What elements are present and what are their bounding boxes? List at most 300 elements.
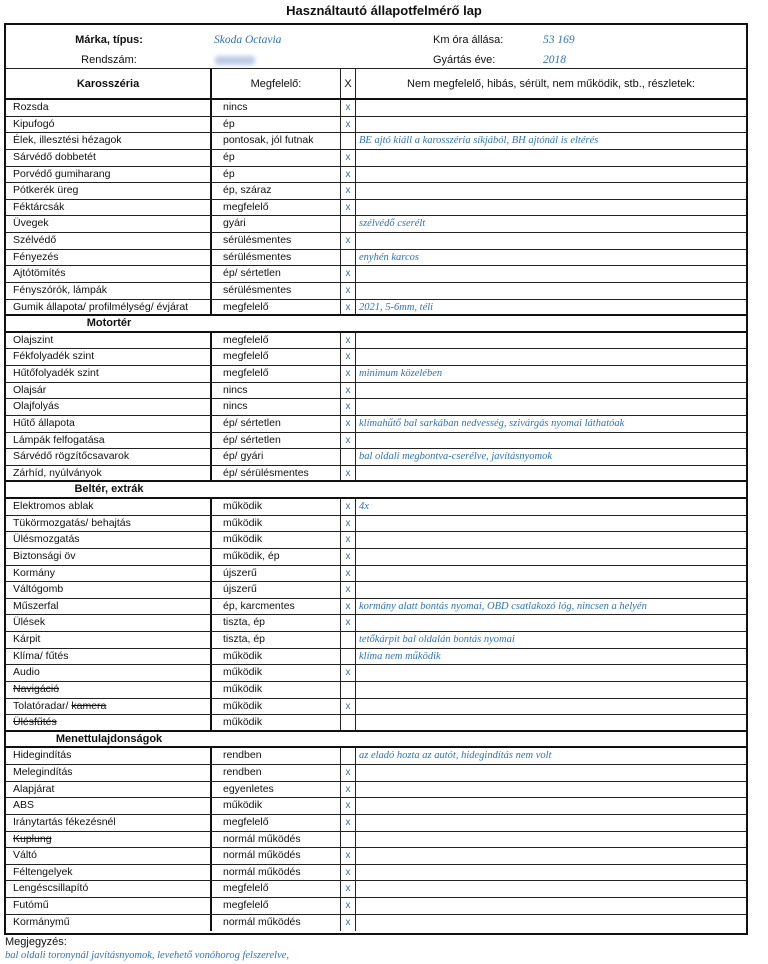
item-label-struck: Navigáció: [13, 682, 60, 695]
status-cell: működik: [212, 699, 341, 715]
item-cell: [6, 516, 212, 532]
table-row: [6, 433, 746, 450]
table-row: [6, 865, 746, 882]
item-label: Kormány: [13, 566, 56, 579]
check-mark: x: [341, 399, 356, 415]
item-cell: [6, 499, 212, 515]
status-cell: ép, karcmentes: [212, 599, 341, 615]
item-label-struck: kamera: [71, 699, 107, 712]
table-row: [6, 466, 746, 483]
check-mark: x: [341, 699, 356, 715]
item-label: Féltengelyek: [13, 865, 73, 878]
page-title: Használtautó állapotfelmérő lap: [286, 3, 482, 18]
check-mark: x: [341, 532, 356, 548]
table-row: [6, 366, 746, 383]
details-cell: BE ajtó kiáll a karosszéria síkjából, BH ajtónál is eltérés: [359, 135, 599, 147]
status-cell: ép/ sértetlen: [212, 416, 341, 432]
check-mark: x: [341, 183, 356, 199]
item-label: Szélvédő: [13, 234, 57, 246]
check-mark: [341, 632, 356, 648]
item-label: Porvédő gumiharang: [13, 167, 111, 180]
details-cell: [356, 383, 746, 399]
details-cell: [356, 665, 746, 681]
table-row: [6, 549, 746, 566]
make-value: Skoda Octavia: [214, 34, 282, 46]
notes-label: Megjegyzés:: [5, 936, 67, 948]
details-cell: [356, 798, 746, 814]
column-header-section: Karosszéria: [6, 69, 212, 98]
status-cell: rendben: [212, 748, 341, 764]
status-cell: újszerű: [212, 582, 341, 598]
table-row: [6, 815, 746, 832]
table-row: [6, 300, 746, 317]
item-cell: [6, 383, 212, 399]
status-cell: működik: [212, 715, 341, 730]
status-cell: működik: [212, 682, 341, 698]
details-cell: [356, 117, 746, 133]
item-cell: [6, 167, 212, 183]
details-cell: [356, 516, 746, 532]
table-row: [6, 333, 746, 350]
notes-text: bal oldali toronynál javításnyomok, levehető vonóhorog felszerelve,: [5, 950, 290, 961]
item-cell: [6, 399, 212, 415]
column-header-row: [6, 69, 746, 100]
details-cell: [356, 283, 746, 299]
check-mark: [341, 250, 356, 266]
item-label: Fényszórók, lámpák: [13, 283, 107, 296]
item-cell: [6, 200, 212, 216]
section-header-row: [6, 482, 746, 499]
status-cell: megfelelő: [212, 881, 341, 897]
status-cell: pontosak, jól futnak: [212, 133, 341, 149]
status-cell: ép/ sérülésmentes: [212, 466, 341, 481]
year-label: Gyártás éve:: [433, 54, 496, 66]
section-header-row: [6, 316, 746, 333]
table-row: [6, 516, 746, 533]
table-row: [6, 532, 746, 549]
check-mark: [341, 832, 356, 848]
status-cell: megfelelő: [212, 349, 341, 365]
status-cell: megfelelő: [212, 300, 341, 315]
check-mark: x: [341, 815, 356, 831]
status-cell: megfelelő: [212, 898, 341, 914]
item-label: Műszerfal: [13, 599, 59, 612]
status-cell: működik: [212, 798, 341, 814]
item-label: Ülések: [13, 616, 46, 629]
item-cell: [6, 233, 212, 249]
status-cell: újszerű: [212, 566, 341, 582]
item-label: Váltógomb: [13, 583, 64, 596]
item-cell: [6, 582, 212, 598]
check-mark: x: [341, 848, 356, 864]
item-label: Hűtőfolyadék szint: [13, 367, 99, 379]
table-row: [6, 416, 746, 433]
item-cell: [6, 549, 212, 565]
status-cell: rendben: [212, 765, 341, 781]
item-cell: [6, 416, 212, 432]
item-label: Sárvédő dobbetét: [13, 150, 96, 163]
status-cell: ép/ sértetlen: [212, 433, 341, 449]
status-cell: működik, ép: [212, 549, 341, 565]
table-row: [6, 615, 746, 632]
status-cell: tiszta, ép: [212, 615, 341, 631]
item-label: Olajfolyás: [13, 400, 60, 413]
check-mark: [341, 216, 356, 232]
item-label: Fényezés: [13, 250, 59, 263]
check-mark: x: [341, 283, 356, 299]
details-cell: 4x: [359, 501, 369, 512]
item-label: Üvegek: [13, 217, 49, 230]
details-cell: [356, 715, 746, 730]
table-row: [6, 715, 746, 732]
table-row: [6, 349, 746, 366]
item-cell: [6, 366, 212, 382]
section-title: Menettulajdonságok: [55, 732, 163, 745]
item-label: Rozsda: [13, 101, 49, 113]
status-cell: működik: [212, 516, 341, 532]
check-mark: x: [341, 416, 356, 432]
check-mark: x: [341, 300, 356, 315]
item-label: Hidegindítás: [13, 749, 72, 762]
item-label-struck: Ülésfűtés: [13, 716, 57, 729]
status-cell: tiszta, ép: [212, 632, 341, 648]
table-row: [6, 233, 746, 250]
status-cell: megfelelő: [212, 815, 341, 831]
item-label: Iránytartás fékezésnél: [13, 815, 116, 828]
check-mark: x: [341, 782, 356, 798]
item-cell: [6, 150, 212, 166]
check-mark: x: [341, 865, 356, 881]
table-row: [6, 100, 746, 117]
item-cell: [6, 848, 212, 864]
item-cell: [6, 183, 212, 199]
check-mark: x: [341, 349, 356, 365]
column-header-check: X: [341, 69, 356, 98]
item-cell: [6, 898, 212, 914]
check-mark: x: [341, 383, 356, 399]
item-cell: [6, 100, 212, 116]
column-header-details: Nem megfelelő, hibás, sérült, nem működik, stb., részletek:: [407, 77, 695, 90]
details-cell: klíma nem működik: [359, 650, 441, 662]
status-cell: megfelelő: [212, 366, 341, 382]
status-cell: ép/ gyári: [212, 449, 341, 465]
check-mark: x: [341, 516, 356, 532]
table-row: [6, 765, 746, 782]
details-cell: [356, 266, 746, 282]
details-cell: [356, 333, 746, 349]
item-label: Alapjárat: [13, 782, 55, 795]
status-cell: működik: [212, 499, 341, 515]
status-cell: egyenletes: [212, 782, 341, 798]
item-cell: [6, 466, 212, 481]
status-cell: normál működés: [212, 848, 341, 864]
item-label: Ülésmozgatás: [13, 533, 80, 546]
check-mark: x: [341, 366, 356, 382]
item-cell: [6, 300, 212, 315]
details-cell: [356, 848, 746, 864]
status-cell: sérülésmentes: [212, 233, 341, 249]
details-cell: [356, 466, 746, 481]
details-cell: [356, 915, 746, 932]
status-cell: sérülésmentes: [212, 250, 341, 266]
details-cell: [356, 399, 746, 415]
table-row: [6, 748, 746, 765]
details-cell: az eladó hozta az autót, hidegindítás nem volt: [359, 750, 552, 762]
details-cell: bal oldali megbontva-cserélve, javításnyomok: [359, 451, 553, 463]
details-cell: klímahűtő bal sarkában nedvesség, szivárgás nyomai láthatóak: [359, 417, 625, 429]
item-label: Tolatóradar/: [13, 699, 72, 712]
table-row: [6, 898, 746, 915]
item-cell: [6, 283, 212, 299]
item-cell: [6, 449, 212, 465]
item-label: Lámpák felfogatása: [13, 433, 105, 446]
item-cell: [6, 699, 212, 715]
item-label: Melegindítás: [13, 766, 73, 778]
item-cell: [6, 748, 212, 764]
table-row: [6, 216, 746, 233]
check-mark: [341, 715, 356, 730]
table-row: [6, 283, 746, 300]
table-row: [6, 798, 746, 815]
table-row: [6, 848, 746, 865]
details-cell: [356, 832, 746, 848]
check-mark: x: [341, 499, 356, 515]
status-cell: ép/ sértetlen: [212, 266, 341, 282]
item-cell: [6, 682, 212, 698]
details-cell: [356, 615, 746, 631]
status-cell: megfelelő: [212, 333, 341, 349]
item-cell: [6, 216, 212, 232]
table-row: [6, 383, 746, 400]
details-cell: [356, 532, 746, 548]
item-cell: [6, 599, 212, 615]
check-mark: x: [341, 665, 356, 681]
status-cell: ép: [212, 167, 341, 183]
plate-label: Rendszám:: [81, 54, 137, 66]
item-label: Kormánymű: [13, 915, 70, 928]
check-mark: x: [341, 549, 356, 565]
item-label: Olajsár: [13, 383, 47, 396]
table-row: [6, 399, 746, 416]
item-label: Fékfolyadék szint: [13, 350, 95, 363]
details-cell: [356, 233, 746, 249]
section-header-row: [6, 732, 746, 749]
item-label: Élek, illesztési hézagok: [13, 134, 122, 147]
item-label: Pótkerék üreg: [13, 184, 79, 197]
table-row: [6, 117, 746, 134]
item-cell: [6, 566, 212, 582]
details-cell: [356, 100, 746, 116]
check-mark: [341, 649, 356, 665]
table-row: [6, 682, 746, 699]
status-cell: ép: [212, 117, 341, 133]
check-mark: x: [341, 881, 356, 897]
check-mark: x: [341, 200, 356, 216]
item-cell: [6, 665, 212, 681]
status-cell: működik: [212, 532, 341, 548]
details-cell: [356, 150, 746, 166]
check-mark: x: [341, 150, 356, 166]
item-label: ABS: [13, 799, 35, 812]
check-mark: x: [341, 599, 356, 615]
item-cell: [6, 632, 212, 648]
check-mark: x: [341, 798, 356, 814]
item-cell: [6, 715, 212, 730]
details-cell: [356, 865, 746, 881]
item-label: Futómű: [13, 899, 49, 911]
table-body: [6, 100, 746, 931]
table-row: [6, 183, 746, 200]
details-cell: [356, 699, 746, 715]
details-cell: tetőkárpit bal oldalán bontás nyomai: [359, 634, 515, 645]
make-label: Márka, típus:: [75, 34, 143, 46]
status-cell: ép, száraz: [212, 183, 341, 199]
details-cell: [356, 566, 746, 582]
item-cell: [6, 266, 212, 282]
check-mark: x: [341, 333, 356, 349]
status-cell: megfelelő: [212, 200, 341, 216]
status-cell: normál működés: [212, 915, 341, 932]
details-cell: [356, 815, 746, 831]
table-row: [6, 133, 746, 150]
inspection-table: [4, 23, 748, 935]
status-cell: gyári: [212, 216, 341, 232]
item-cell: [6, 133, 212, 149]
item-label: Elektromos ablak: [13, 500, 94, 512]
details-cell: [356, 765, 746, 781]
table-row: [6, 915, 746, 932]
column-header-status: Megfelelő:: [212, 69, 341, 98]
status-cell: nincs: [212, 399, 341, 415]
item-label: Biztonsági öv: [13, 549, 76, 562]
plate-value-redacted: [215, 56, 255, 65]
check-mark: [341, 133, 356, 149]
item-cell: [6, 349, 212, 365]
table-row: [6, 582, 746, 599]
item-label-struck: Kuplung: [13, 832, 52, 845]
check-mark: x: [341, 266, 356, 282]
item-cell: [6, 815, 212, 831]
item-cell: [6, 798, 212, 814]
status-cell: ép: [212, 150, 341, 166]
item-label: Audio: [13, 666, 40, 679]
table-row: [6, 150, 746, 167]
table-row: [6, 566, 746, 583]
item-label: Sárvédő rögzítőcsavarok: [13, 450, 130, 463]
check-mark: [341, 449, 356, 465]
table-row: [6, 499, 746, 516]
details-cell: [356, 782, 746, 798]
status-cell: normál működés: [212, 865, 341, 881]
year-value: 2018: [543, 54, 566, 66]
item-cell: [6, 649, 212, 665]
item-label: Olajszint: [13, 333, 54, 346]
item-label: Tükörmozgatás/ behajtás: [13, 516, 131, 529]
section-title: Beltér, extrák: [74, 483, 144, 496]
item-cell: [6, 117, 212, 133]
item-label: Ajtótömítés: [13, 267, 66, 280]
status-cell: működik: [212, 649, 341, 665]
check-mark: x: [341, 433, 356, 449]
item-label: Klíma/ fűtés: [13, 649, 69, 662]
details-cell: [356, 881, 746, 897]
item-cell: [6, 615, 212, 631]
details-cell: enyhén karcos: [359, 251, 419, 263]
details-cell: [356, 682, 746, 698]
check-mark: x: [341, 615, 356, 631]
item-label: Váltó: [13, 849, 37, 862]
item-cell: [6, 765, 212, 781]
table-row: [6, 699, 746, 716]
details-cell: minimum közelében: [359, 368, 443, 379]
table-row: [6, 632, 746, 649]
status-cell: sérülésmentes: [212, 283, 341, 299]
check-mark: x: [341, 167, 356, 183]
item-cell: [6, 782, 212, 798]
check-mark: x: [341, 915, 356, 932]
status-cell: normál működés: [212, 832, 341, 848]
details-cell: [356, 433, 746, 449]
details-cell: [356, 167, 746, 183]
table-row: [6, 167, 746, 184]
item-cell: [6, 865, 212, 881]
item-cell: [6, 881, 212, 897]
item-cell: [6, 333, 212, 349]
item-cell: [6, 832, 212, 848]
check-mark: x: [341, 466, 356, 481]
status-cell: nincs: [212, 100, 341, 116]
check-mark: x: [341, 233, 356, 249]
details-cell: [356, 200, 746, 216]
details-cell: [356, 549, 746, 565]
details-cell: szélvédő cserélt: [359, 218, 426, 230]
table-row: [6, 266, 746, 283]
details-cell: kormány alatt bontás nyomai, OBD csatlakozó lóg, nincsen a helyén: [359, 600, 647, 612]
check-mark: x: [341, 117, 356, 133]
status-cell: nincs: [212, 383, 341, 399]
details-cell: [356, 349, 746, 365]
item-cell: [6, 250, 212, 266]
section-title: Motortér: [86, 317, 132, 330]
check-mark: x: [341, 898, 356, 914]
km-value: 53 169: [543, 34, 575, 46]
table-row: [6, 782, 746, 799]
check-mark: x: [341, 566, 356, 582]
item-label: Hűtő állapota: [13, 416, 75, 429]
item-label: Kárpit: [13, 633, 41, 645]
item-label: Féktárcsák: [13, 200, 65, 213]
table-row: [6, 881, 746, 898]
table-row: [6, 649, 746, 666]
details-cell: [356, 898, 746, 914]
table-row: [6, 449, 746, 466]
vehicle-info-header: [6, 25, 746, 69]
table-row: [6, 200, 746, 217]
item-cell: [6, 532, 212, 548]
item-cell: [6, 915, 212, 932]
check-mark: x: [341, 765, 356, 781]
status-cell: működik: [212, 665, 341, 681]
item-cell: [6, 433, 212, 449]
details-cell: 2021, 5-6mm, téli: [359, 301, 434, 313]
item-label: Zárhíd, nyúlványok: [13, 466, 102, 479]
check-mark: x: [341, 582, 356, 598]
table-row: [6, 665, 746, 682]
details-cell: [356, 582, 746, 598]
check-mark: [341, 748, 356, 764]
item-label: Lengéscsillapító: [13, 882, 89, 895]
check-mark: x: [341, 100, 356, 116]
